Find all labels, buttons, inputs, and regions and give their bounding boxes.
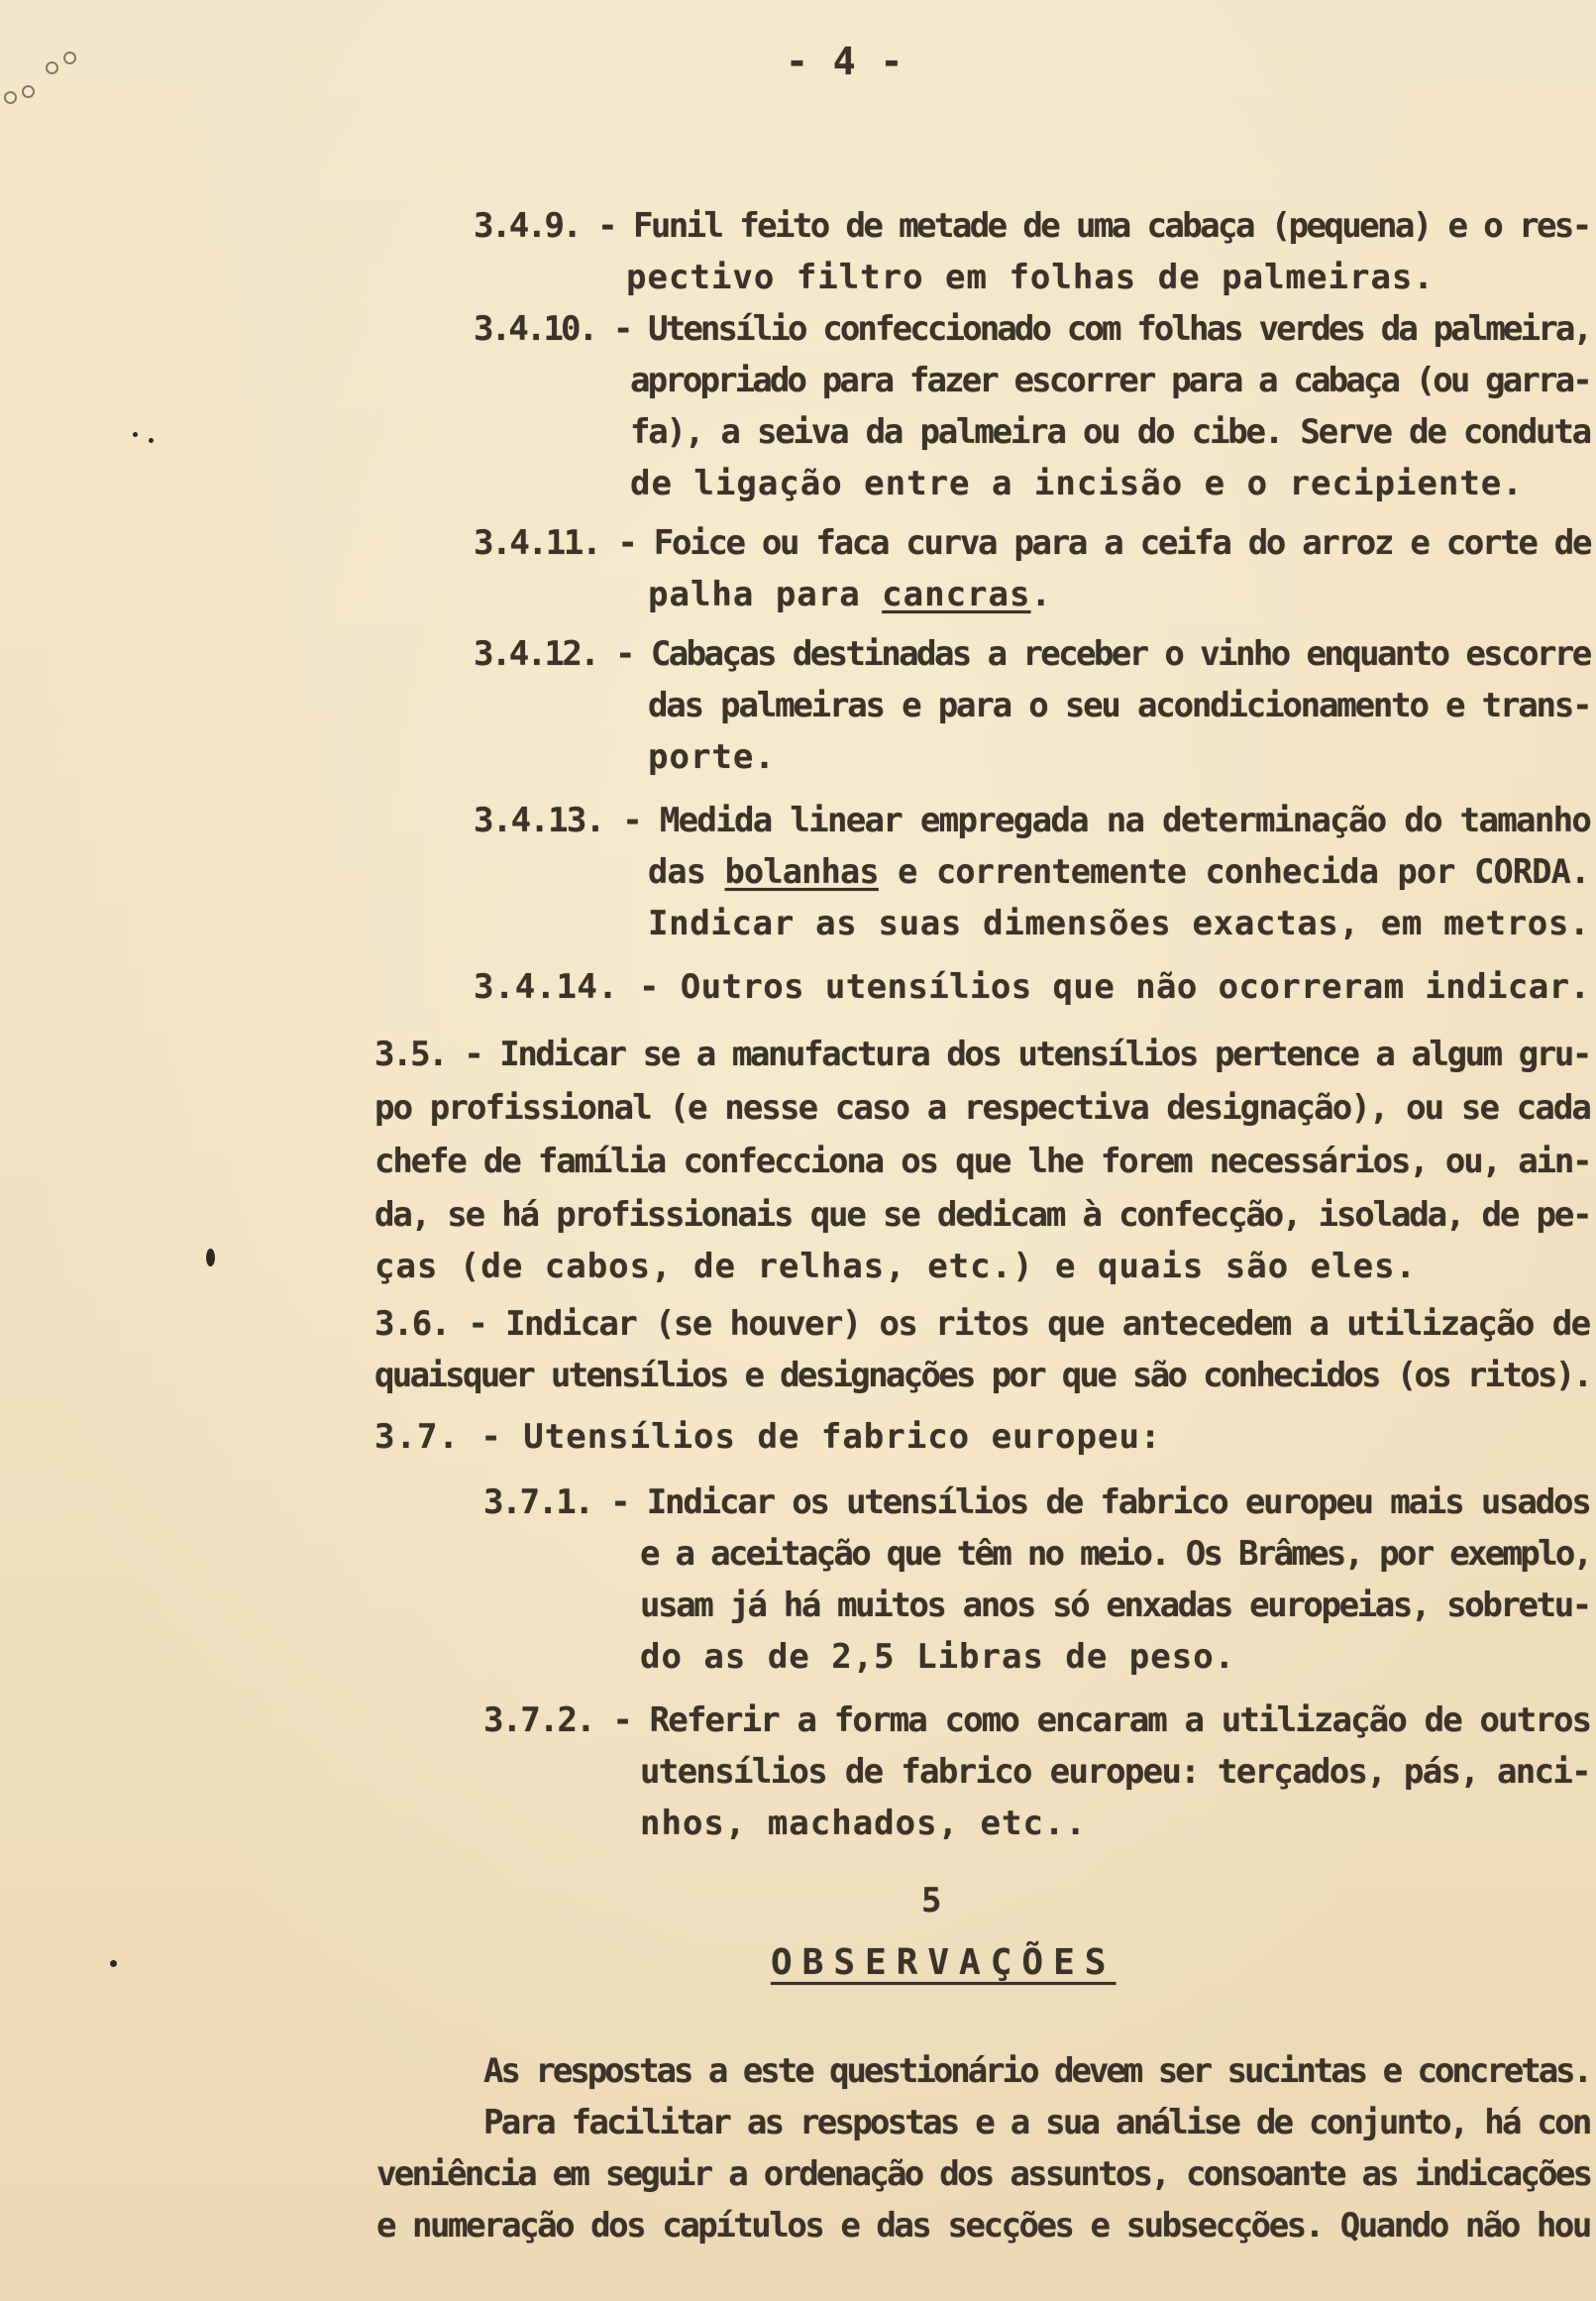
text-line: nhos, machados, etc.. — [640, 1804, 1087, 1843]
text-line: 3.7.2. - Referir a forma como encaram a utilização de outros — [483, 1700, 1591, 1740]
text-line: chefe de família confecciona os que lhe forem necessários, ou, ain- — [374, 1142, 1591, 1181]
page-number: - 4 - — [786, 40, 904, 83]
text-line: 3.7. - Utensílios de fabrico europeu: — [374, 1417, 1162, 1457]
binder-hole — [22, 85, 35, 98]
underlined-term: bolanhas — [724, 852, 879, 891]
text-line: utensílios de fabrico europeu: terçados, pás, anci- — [640, 1752, 1590, 1792]
text-line: usam já há muitos anos só enxadas europeias, sobretu- — [640, 1586, 1590, 1625]
text-line: quaisquer utensílios e designações por que são conhecidos (os ritos). — [374, 1356, 1591, 1395]
text-line: 3.4.13. - Medida linear empregada na determinação do tamanho — [474, 801, 1591, 840]
text-line — [648, 852, 1589, 891]
text-line: Para facilitar as respostas e a sua análise de conjunto, há con — [483, 2103, 1590, 2142]
text-line: 3.4.9. - Funil feito de metade de uma cabaça (pequena) e o res- — [474, 206, 1590, 246]
text-line: 3.7.1. - Indicar os utensílios de fabrico europeu mais usados — [483, 1482, 1590, 1522]
ink-speck — [149, 438, 154, 443]
text-line: e numeração dos capítulos e das secções e subsecções. Quando não hou — [376, 2206, 1590, 2246]
text-line: po profissional (e nesse caso a respectiva designação), ou se cada — [374, 1088, 1591, 1128]
text-line — [648, 575, 1052, 614]
text-line: do as de 2,5 Libras de peso. — [640, 1637, 1236, 1677]
ink-speck — [133, 432, 138, 437]
binder-hole — [63, 52, 76, 64]
text-line: Indicar as suas dimensões exactas, em metros. — [648, 904, 1591, 943]
text-line: apropriado para fazer escorrer para a cabaça (ou garra- — [630, 361, 1590, 400]
section-heading: OBSERVAÇÕES — [771, 1942, 1117, 1983]
text-fragment: palha para — [648, 575, 883, 614]
ink-speck — [110, 1960, 117, 1967]
text-line: das palmeiras e para o seu acondicionamento e trans- — [648, 686, 1591, 725]
binder-hole — [4, 91, 17, 104]
underlined-term: cancras — [882, 575, 1031, 614]
text-line: 3.4.11. - Foice ou faca curva para a ceifa do arroz e corte de — [474, 523, 1591, 563]
text-line: de ligação entre a incisão e o recipiente. — [630, 464, 1524, 503]
text-line: 3.4.10. - Utensílio confeccionado com folhas verdes da palmeira, — [474, 309, 1591, 349]
text-line: 3.4.12. - Cabaças destinadas a receber o vinho enquanto escorre — [474, 634, 1590, 674]
text-line: pectivo filtro em folhas de palmeiras. — [626, 258, 1435, 297]
text-line: porte. — [648, 737, 776, 777]
text-line: 3.6. - Indicar (se houver) os ritos que antecedem a utilização de — [374, 1304, 1590, 1344]
text-line: ças (de cabos, de relhas, etc.) e quais são eles. — [374, 1247, 1418, 1286]
text-line: fa), a seiva da palmeira ou do cibe. Serve de conduta — [630, 412, 1590, 452]
text-line: da, se há profissionais que se dedicam à confecção, isolada, de pe- — [374, 1195, 1591, 1235]
text-line: veniência em seguir a ordenação dos assuntos, consoante as indicações — [376, 2154, 1591, 2194]
text-line: e a aceitação que têm no meio. Os Brâmes, por exemplo, — [640, 1534, 1591, 1574]
text-fragment: e correntemente conhecida por CORDA. — [878, 852, 1590, 891]
text-line: 3.4.14. - Outros utensílios que não ocorreram indicar. — [474, 967, 1591, 1007]
binder-hole — [46, 61, 58, 74]
section-number: 5 — [921, 1881, 943, 1920]
text-fragment: . — [1030, 575, 1052, 614]
ink-speck — [206, 1249, 215, 1266]
text-line: As respostas a este questionário devem ser sucintas e concretas. — [483, 2051, 1591, 2091]
text-line: 3.5. - Indicar se a manufactura dos utensílios pertence a algum gru- — [374, 1035, 1590, 1074]
text-fragment: das — [648, 852, 725, 891]
